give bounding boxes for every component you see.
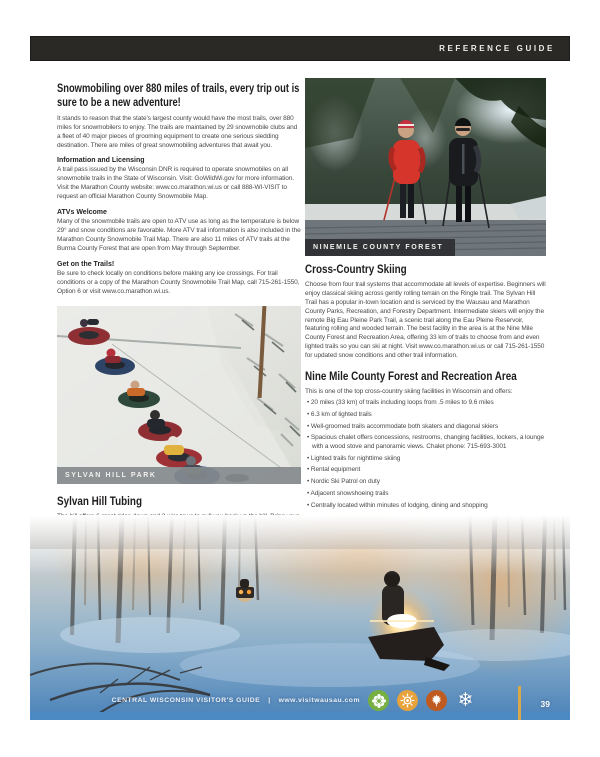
footer-bar bbox=[112, 690, 476, 711]
tubing-scene-illustration bbox=[57, 306, 301, 484]
snowmobile-hero-photo bbox=[30, 515, 570, 720]
subhead-get-on-trails: Get on the Trails! bbox=[57, 261, 115, 269]
list-item: • Spacious chalet offers concessions, restrooms, changing facilities, lockers, a lounge with a wood stove and panoramic views. Chalet phone: 715-693-3001 bbox=[307, 434, 544, 450]
skiing-scene-illustration bbox=[305, 78, 546, 256]
sylvan-hill-photo bbox=[57, 306, 301, 484]
ninemile-photo-label bbox=[305, 239, 455, 256]
sylvan-label-text: SYLVAN HILL PARK bbox=[65, 472, 157, 480]
left-column bbox=[57, 82, 301, 542]
nine-mile-bullet-list bbox=[305, 399, 546, 510]
footer-separator: | bbox=[268, 697, 271, 704]
list-item: • Nordic Ski Patrol on duty bbox=[307, 478, 380, 486]
fall-leaf-icon bbox=[426, 690, 447, 711]
snowmobiling-title: Snowmobiling over 880 miles of trails, every trip out is sure to be a new adventure! bbox=[57, 81, 300, 109]
reference-guide-bar bbox=[30, 36, 570, 61]
atvs-welcome-text: Many of the snowmobile trails are open to ATV use as long as the temperature is below 29° and snow conditions are favorable. More ATV trail information is also included in the Marathon County Snowmobile Trail Map. There are also 11 miles of ATV trails at the Burma County Forest that are open from May through September. bbox=[57, 218, 301, 253]
snowmobiling-intro: It stands to reason that the state's largest county would have the most trails, over 880 miles for snowmobilers to enjoy. The trails are maintained by 29 snowmobile clubs and a fleet of 40 major pieces of grooming equipment to create one serious sledding destination. There are miles of great snowmobiling adventures that await you. bbox=[57, 114, 298, 149]
subhead-atvs-welcome: ATVs Welcome bbox=[57, 209, 107, 217]
footer-website-link[interactable]: www.visitwausau.com bbox=[278, 697, 360, 704]
list-item: • Adjacent snowshoeing trails bbox=[307, 489, 389, 497]
ninemile-label-text: NINEMILE COUNTY FOREST bbox=[313, 244, 444, 251]
list-item: • Well-groomed trails accommodate both skaters and diagonal skiers bbox=[307, 422, 499, 430]
winter-snowflake-icon: ❄ bbox=[457, 689, 474, 711]
list-item: • 20 miles (33 km) of trails including loops from .5 miles to 9.6 miles bbox=[307, 398, 494, 406]
page-number: 39 bbox=[540, 699, 550, 709]
nine-mile-intro: This is one of the top cross-country skiing facilities in Wisconsin and offers: bbox=[305, 388, 513, 395]
nine-mile-title: Nine Mile County Forest and Recreation Area bbox=[305, 371, 517, 384]
footer-guide-text: CENTRAL WISCONSIN VISITOR'S GUIDE bbox=[111, 697, 261, 704]
sylvan-tubing-title: Sylvan Hill Tubing bbox=[57, 496, 142, 509]
information-licensing-text: A trail pass issued by the Wisconsin DNR is required to operate snowmobiles on all snowmobile trails in the State of Wisconsin. Visit: GoWildWi.gov for more information. Visit the Marathon County website: www.co.marathon.wi.us or call 888-WI-VISIT to request an official Marathon County Snowmobile Map. bbox=[57, 166, 294, 201]
reference-guide-label: REFERENCE GUIDE bbox=[439, 44, 555, 53]
page-marker-line bbox=[518, 686, 521, 720]
summer-sun-icon bbox=[397, 690, 418, 711]
ninemile-photo bbox=[305, 78, 546, 256]
cross-country-title: Cross-Country Skiing bbox=[305, 264, 407, 276]
right-column bbox=[305, 78, 546, 513]
list-item: • Lighted trails for nighttime skiing bbox=[307, 454, 401, 462]
list-item: • Centrally located within minutes of lodging, dining and shopping bbox=[307, 501, 488, 509]
spring-flower-icon bbox=[368, 690, 389, 711]
list-item: • Rental equipment bbox=[307, 466, 361, 474]
subhead-information-licensing: Information and Licensing bbox=[57, 157, 145, 165]
list-item: • 6.3 km of lighted trails bbox=[307, 410, 372, 418]
sylvan-photo-label bbox=[57, 467, 301, 484]
cross-country-text: Choose from four trail systems that accommodate all levels of expertise. Beginners will enjoy classical skiing across gently rolling terrain on the Ringle trail. The Sylvan Hill Trail has a popular in-town location and is serviced by the Wausau and Marathon County Parks, Recreation, and Forestry Department. Intermediate skiers will enjoy the remote Big Eau Pleine Park Trail, a scenic trail along the Eau Pleine Reservoir, featuring rolling and wooded terrain. The best facility in the area is at the Nine Mile County Forest and Recreation Area, offering 33 km of trails to choose from and even lighted trails so you can ski at night. Visit www.co.marathon.wi.us or call 715-261-1550 for updated snow conditions and other trail information. bbox=[305, 280, 546, 360]
get-on-trails-text: Be sure to check locally on conditions before making any ice crossings. For trail conditions or a copy of the Marathon County Snowmobile Trail Map, call 715-261-1550, Option 6 or visit www.co.marathon.wi.us. bbox=[57, 270, 300, 296]
